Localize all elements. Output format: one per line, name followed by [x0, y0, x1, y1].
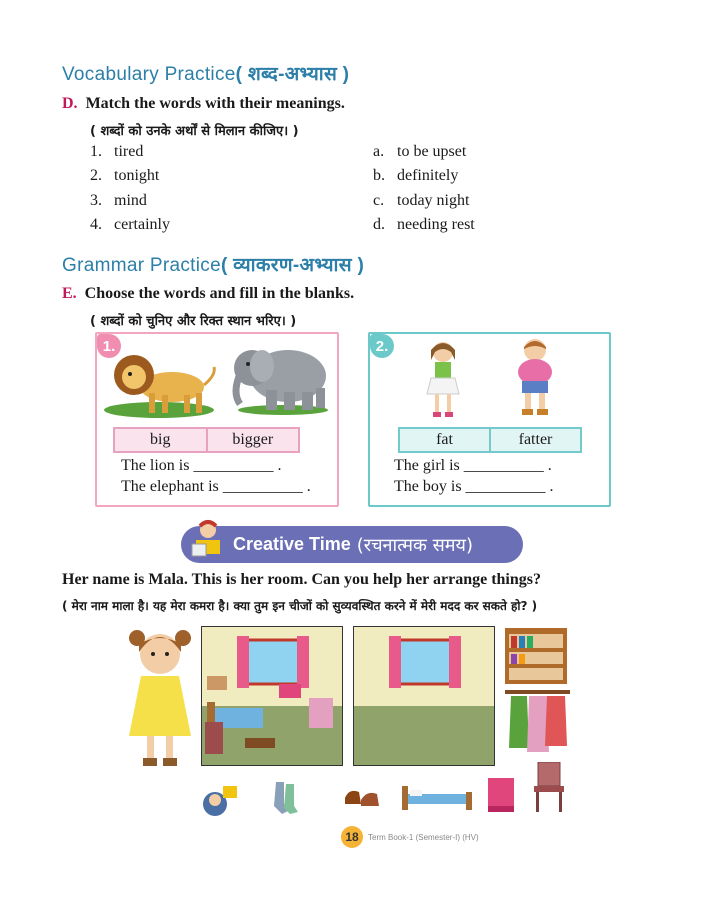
footer-book-title: Term Book-1 (Semester-I) (HV): [368, 833, 479, 842]
match-right-c: [373, 192, 469, 210]
vocab-title-en: Vocabulary Practice: [62, 64, 236, 85]
match-meaning: to be upset: [397, 143, 467, 160]
match-letter: b.: [373, 167, 385, 184]
empty-room-illustration: [353, 626, 495, 766]
match-letter: c.: [373, 192, 385, 209]
match-left-2: [90, 167, 159, 185]
banner-title-hindi: (रचनात्मक समय): [356, 534, 473, 556]
match-left-1: [90, 143, 143, 161]
vocab-question-hindi: ( शब्दों को उनके अर्थों से मिलान कीजिए। ): [90, 124, 299, 139]
shoes-illustration: [343, 784, 381, 810]
match-number: 1.: [90, 143, 102, 160]
panel-badge-2: 2.: [370, 334, 394, 358]
match-word: certainly: [114, 216, 170, 233]
mala-girl-illustration: [125, 624, 195, 774]
word-choice[interactable]: fat: [436, 431, 453, 448]
match-meaning: today night: [397, 192, 470, 209]
chair-illustration: [530, 762, 566, 812]
match-right-d: [373, 216, 475, 234]
fill-sentence: The girl is __________ .: [394, 457, 552, 474]
fill-sentence: The lion is __________ .: [121, 457, 282, 474]
match-letter: a.: [373, 143, 385, 160]
match-word: tonight: [114, 167, 160, 184]
girl-illustration: [423, 340, 463, 422]
grammar-question-hindi: ( शब्दों को चुनिए और रिक्त स्थान भरिए। ): [90, 314, 297, 329]
toys-illustration: [201, 780, 241, 820]
bed-illustration: [402, 784, 472, 812]
match-left-4: [90, 216, 170, 234]
grammar-question-text: Choose the words and fill in the blanks.: [84, 285, 355, 302]
vocab-question-text: Match the words with their meanings.: [85, 95, 345, 112]
panel-badge-1: 1.: [97, 334, 121, 358]
page-number: 18: [341, 826, 363, 848]
socks-illustration: [272, 780, 298, 816]
grammar-title-hi: ( व्याकरण-अभ्यास ): [220, 255, 365, 276]
question-letter-d: D.: [62, 95, 78, 112]
word-choice[interactable]: fatter: [489, 429, 580, 451]
creative-question: Her name is Mala. This is her room. Can you help her arrange things?: [62, 571, 541, 588]
match-right-b: [373, 167, 458, 185]
word-choice-box-1: [113, 427, 300, 453]
vocab-question: [62, 95, 345, 113]
match-word: tired: [114, 143, 144, 160]
banner-title: Creative Time: [233, 534, 351, 554]
match-number: 3.: [90, 192, 102, 209]
lion-illustration: [104, 345, 219, 420]
match-number: 4.: [90, 216, 102, 233]
word-choice-box-2: [398, 427, 582, 453]
creative-question-hindi: ( मेरा नाम माला है। यह मेरा कमरा है। क्या तुम इन चीजों को सुव्यवस्थित करने में मेरी मदद कर सकते हो? ): [62, 599, 538, 613]
grammar-question: [62, 285, 354, 303]
question-letter-e: E.: [62, 285, 77, 302]
word-choice[interactable]: bigger: [206, 429, 299, 451]
messy-room-illustration: [201, 626, 343, 766]
match-letter: d.: [373, 216, 385, 233]
match-right-a: [373, 143, 466, 161]
vocab-section-title: [62, 60, 349, 86]
match-meaning: needing rest: [397, 216, 475, 233]
fill-sentence: The boy is __________ .: [394, 478, 554, 495]
boy-illustration: [512, 337, 558, 422]
grammar-section-title: [62, 251, 364, 277]
match-meaning: definitely: [397, 167, 459, 184]
reading-girl-icon: [188, 518, 228, 562]
towel-illustration: [488, 778, 514, 812]
grammar-title-en: Grammar Practice: [62, 255, 221, 276]
fill-sentence: The elephant is __________ .: [121, 478, 311, 495]
word-choice[interactable]: big: [150, 431, 171, 448]
clothes-rack-illustration: [505, 688, 570, 758]
elephant-illustration: [228, 338, 330, 416]
match-left-3: [90, 192, 147, 210]
bookshelf-illustration: [505, 628, 567, 684]
match-word: mind: [114, 192, 147, 209]
match-number: 2.: [90, 167, 102, 184]
vocab-title-hi: ( शब्द-अभ्यास ): [235, 64, 350, 85]
creative-time-banner: [181, 526, 523, 563]
